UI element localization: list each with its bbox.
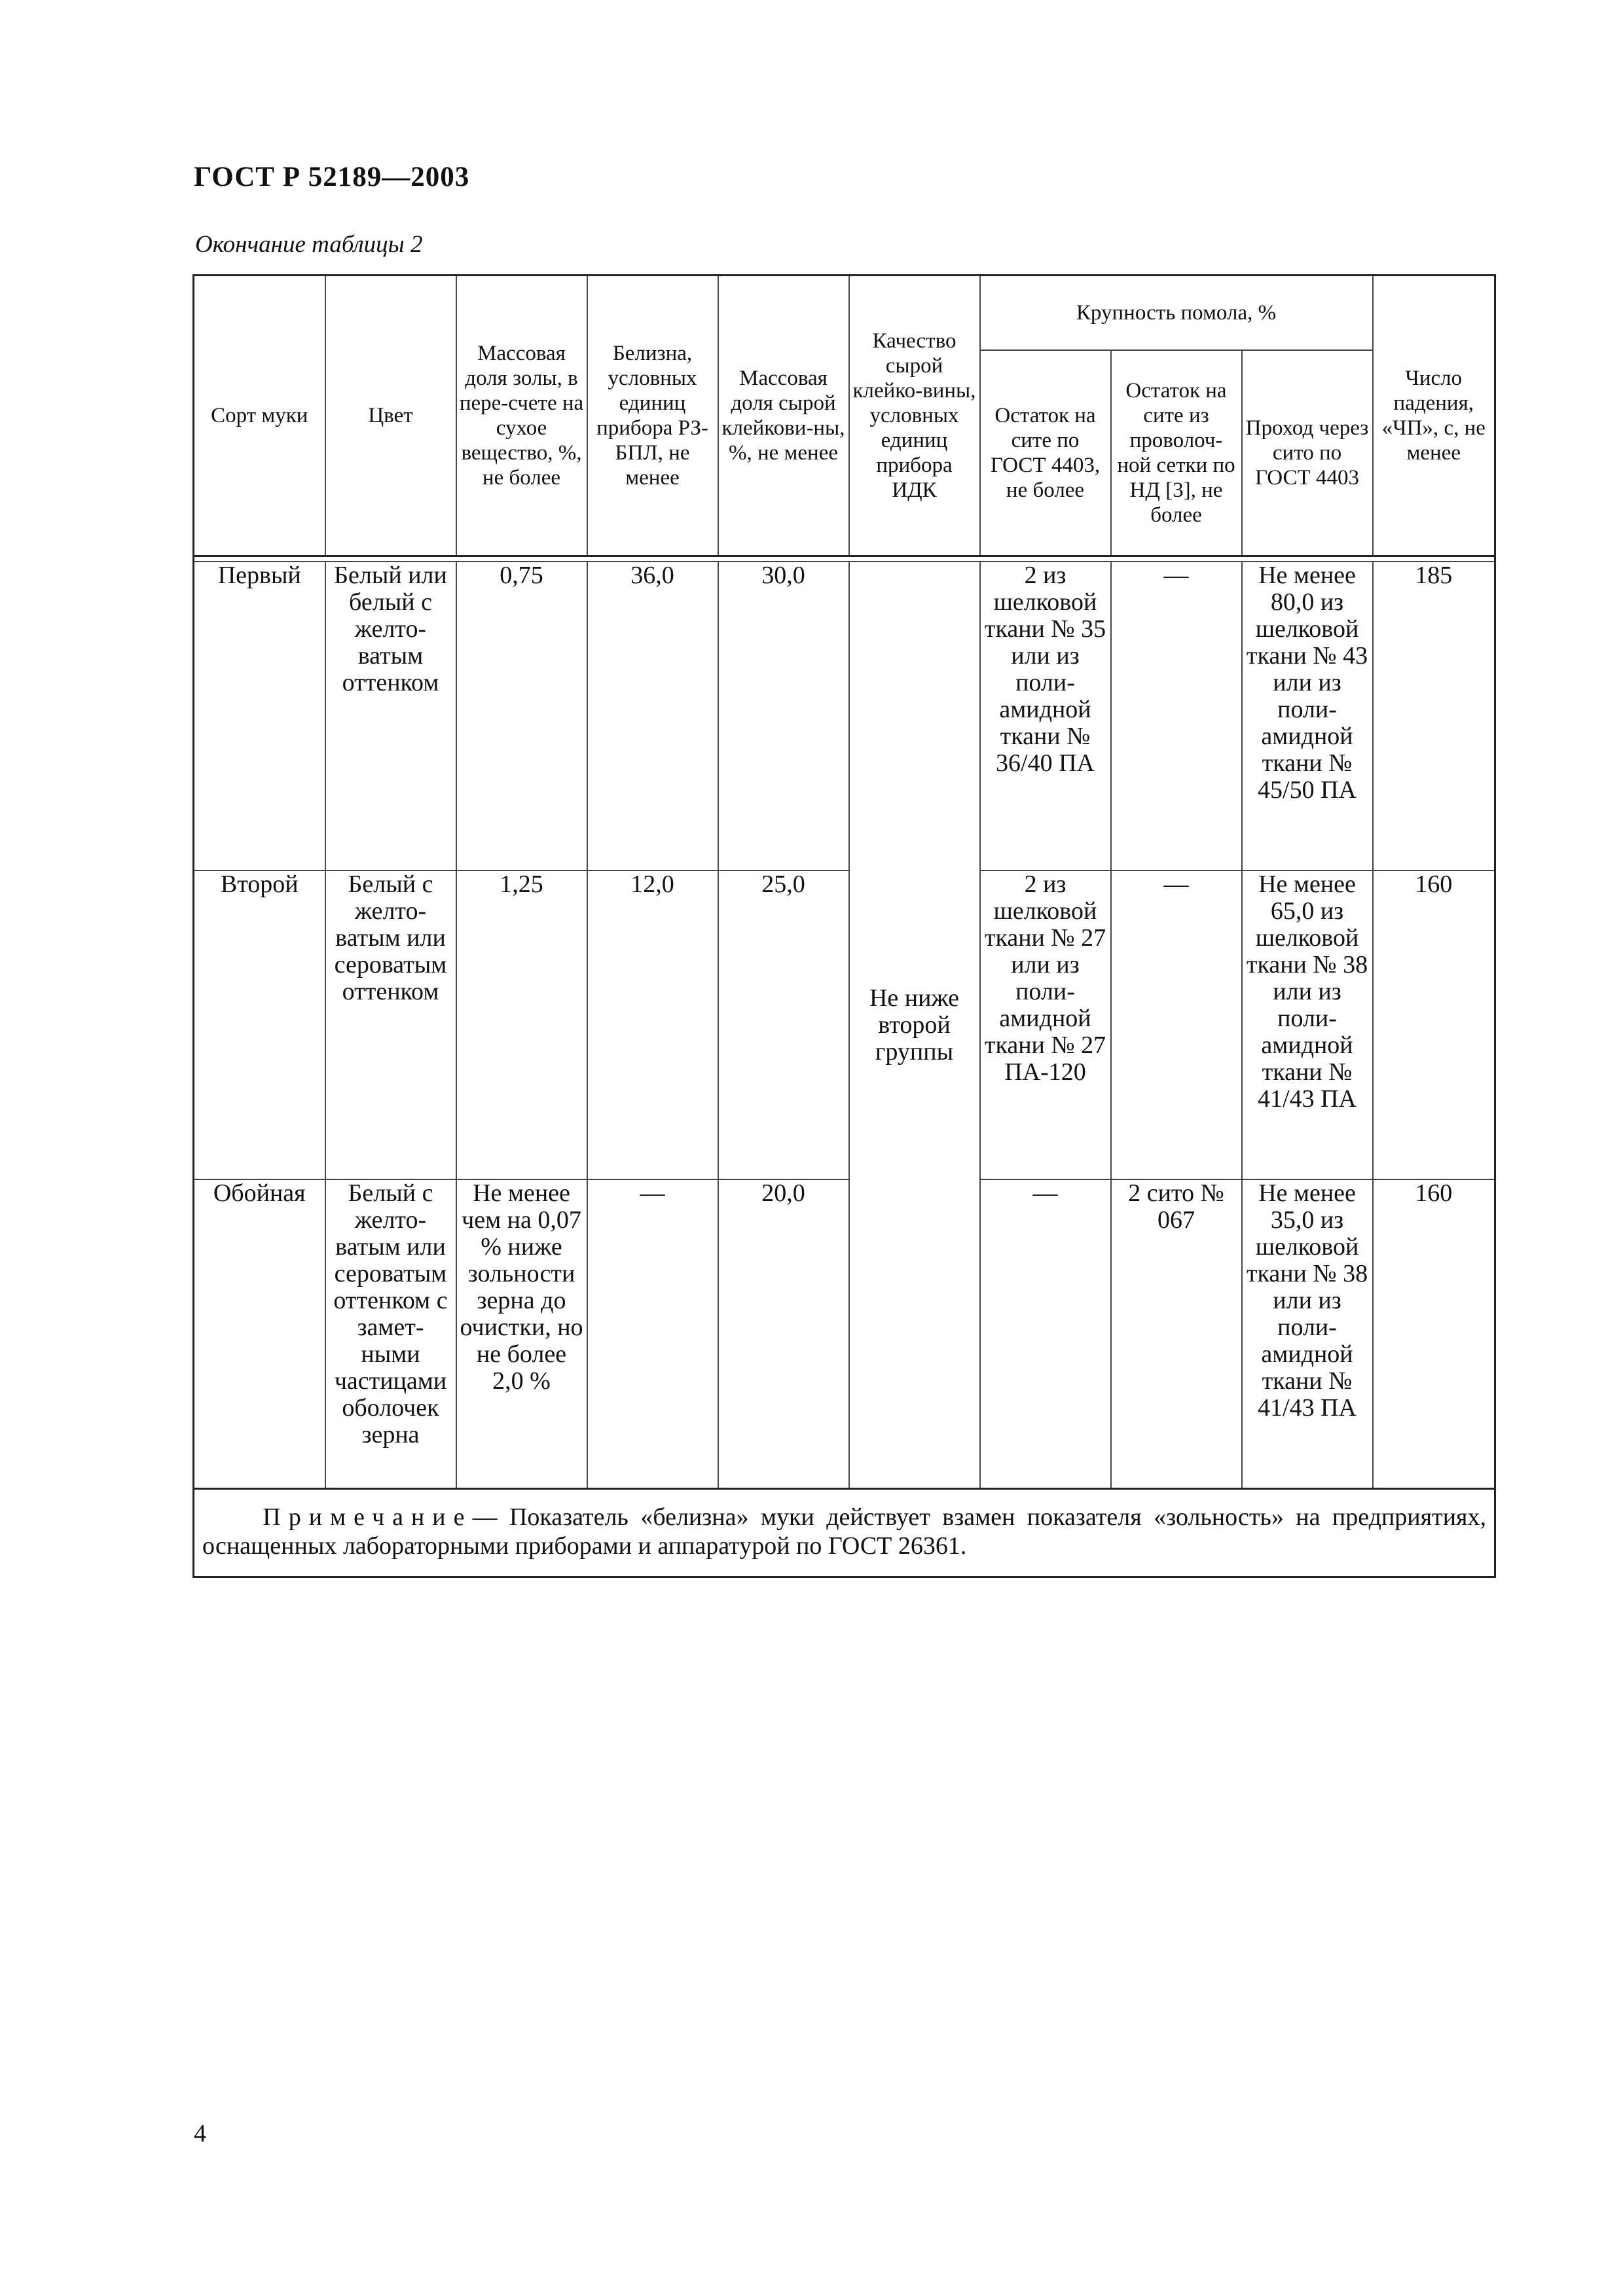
header-passage: Проход через сито по ГОСТ 4403 xyxy=(1242,350,1373,556)
cell-color: Белый с желто-ватым или сероватым оттенком xyxy=(325,870,456,1179)
table-row xyxy=(194,870,1495,1179)
cell-grade: Обойная xyxy=(194,1179,325,1489)
page-number: 4 xyxy=(194,2120,206,2147)
table-note xyxy=(194,1489,1495,1577)
header-whiteness: Белизна, условных единиц прибора РЗ-БПЛ, не менее xyxy=(587,276,718,556)
cell-passage: Не менее 80,0 из шелковой ткани № 43 или из поли-амидной ткани № 45/50 ПА xyxy=(1242,562,1373,870)
header-residue-wire: Остаток на сите из проволоч-ной сетки по НД [3], не более xyxy=(1111,350,1242,556)
header-divider xyxy=(194,556,1495,562)
cell-residue-silk: 2 из шелковой ткани № 27 или из поли-амидной ткани № 27 ПА-120 xyxy=(980,870,1111,1179)
header-residue-silk: Остаток на сите по ГОСТ 4403, не более xyxy=(980,350,1111,556)
cell-grade: Первый xyxy=(194,562,325,870)
cell-whiteness: — xyxy=(587,1179,718,1489)
note-label: Примечание xyxy=(263,1503,473,1531)
cell-ash: 1,25 xyxy=(456,870,587,1179)
cell-residue-wire: — xyxy=(1111,870,1242,1179)
header-gluten: Массовая доля сырой клейкови-ны, %, не менее xyxy=(718,276,849,556)
header-grade: Сорт муки xyxy=(194,276,325,556)
cell-grade: Второй xyxy=(194,870,325,1179)
note-text: — Показатель «белизна» муки действует взамен показателя «зольность» на предприятиях, оснащенных лабораторными приборами и аппаратурой по ГОСТ 26361. xyxy=(202,1503,1487,1560)
header-fineness-group: Крупность помола, % xyxy=(980,276,1373,351)
cell-ash: Не менее чем на 0,07 % ниже зольности зерна до очистки, но не более 2,0 % xyxy=(456,1179,587,1489)
cell-gluten: 20,0 xyxy=(718,1179,849,1489)
cell-falling-number: 185 xyxy=(1373,562,1495,870)
cell-gluten: 25,0 xyxy=(718,870,849,1179)
cell-passage: Не менее 65,0 из шелковой ткани № 38 или из поли-амидной ткани № 41/43 ПА xyxy=(1242,870,1373,1179)
cell-whiteness: 12,0 xyxy=(587,870,718,1179)
cell-residue-silk: — xyxy=(980,1179,1111,1489)
flour-quality-table xyxy=(192,274,1496,1578)
note-row xyxy=(194,1489,1495,1577)
cell-residue-wire: — xyxy=(1111,562,1242,870)
cell-falling-number: 160 xyxy=(1373,1179,1495,1489)
cell-whiteness: 36,0 xyxy=(587,562,718,870)
cell-passage: Не менее 35,0 из шелковой ткани № 38 или из поли-амидной ткани № 41/43 ПА xyxy=(1242,1179,1373,1489)
header-ash: Массовая доля золы, в пере-счете на сухое вещество, %, не более xyxy=(456,276,587,556)
cell-gluten-quality: Не ниже второй группы xyxy=(849,562,980,1489)
table-row xyxy=(194,562,1495,870)
table-row xyxy=(194,1179,1495,1489)
header-color: Цвет xyxy=(325,276,456,556)
cell-residue-wire: 2 сито № 067 xyxy=(1111,1179,1242,1489)
cell-residue-silk: 2 из шелковой ткани № 35 или из поли-амидной ткани № 36/40 ПА xyxy=(980,562,1111,870)
cell-color: Белый или белый с желто-ватым оттенком xyxy=(325,562,456,870)
table-caption: Окончание таблицы 2 xyxy=(195,231,423,258)
cell-color: Белый с желто-ватым или сероватым оттенком с замет-ными частицами оболочек зерна xyxy=(325,1179,456,1489)
header-gluten-quality: Качество сырой клейко-вины, условных единиц прибора ИДК xyxy=(849,276,980,556)
cell-falling-number: 160 xyxy=(1373,870,1495,1179)
cell-ash: 0,75 xyxy=(456,562,587,870)
cell-gluten: 30,0 xyxy=(718,562,849,870)
document-code: ГОСТ Р 52189—2003 xyxy=(194,162,470,192)
header-falling-number: Число падения, «ЧП», с, не менее xyxy=(1373,276,1495,556)
